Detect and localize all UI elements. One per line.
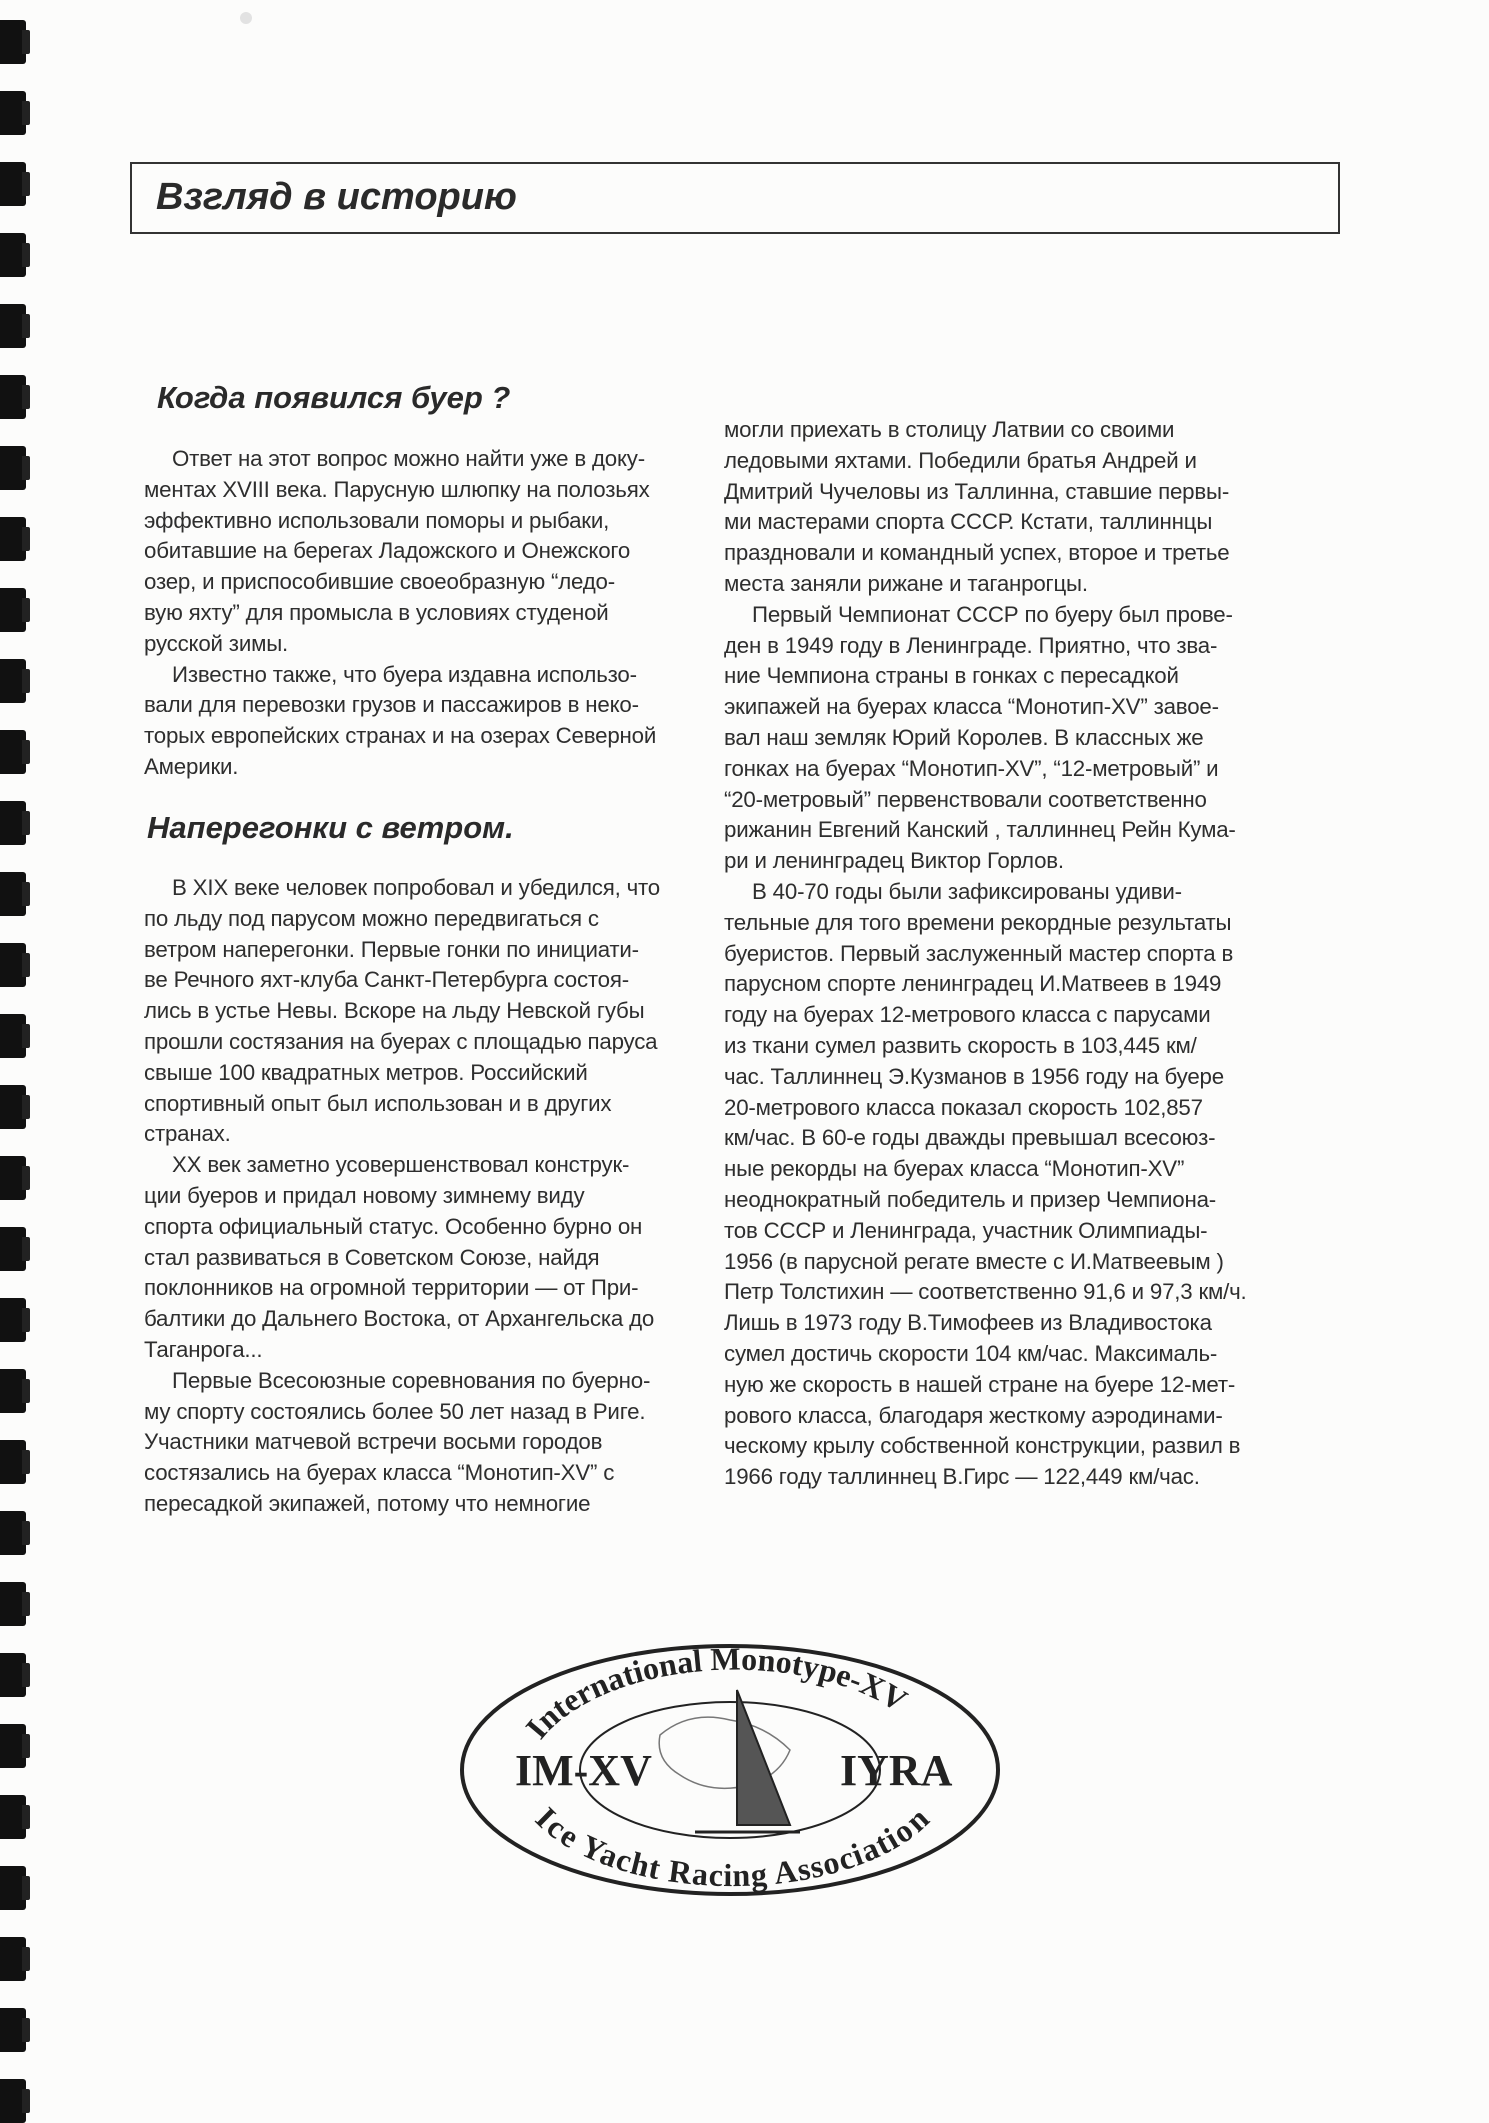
text-line: спорта официальный статус. Особенно бурно он (144, 1213, 643, 1239)
text-line: лись в устье Невы. Вскоре на льду Невской губы (144, 998, 645, 1024)
logo-left-text: IM-XV (515, 1746, 652, 1795)
text-line: места заняли рижане и таганрогцы. (724, 570, 1088, 596)
text-line: Дмитрий Чучеловы из Таллинна, ставшие первы- (724, 478, 1230, 504)
text-line: поклонников на огромной территории — от При- (144, 1275, 639, 1301)
binding-ring (0, 943, 26, 987)
binding-ring (0, 233, 26, 277)
text-line: из ткани сумел развить скорость в 103,445 км/ (724, 1032, 1197, 1058)
text-line: по льду под парусом можно передвигаться с (144, 905, 599, 931)
paragraph (724, 415, 1304, 600)
binding-ring (0, 375, 26, 419)
text-line: экипажей на буерах класса “Монотип-XV” завое- (724, 694, 1219, 720)
binding-ring (0, 1298, 26, 1342)
text-line: вал наш земляк Юрий Королев. В классных же (724, 724, 1204, 750)
text-line: ри и ленинградец Виктор Горлов. (724, 848, 1064, 874)
text-line: рижанин Евгений Канский , таллиннец Рейн Кума- (724, 817, 1236, 843)
logo-top-text: International Monotype-XV (518, 1640, 914, 1746)
binding-ring (0, 1014, 26, 1058)
text-line: Петр Толстихин — соответственно 91,6 и 97,3 км/ч. (724, 1279, 1247, 1305)
text-line: стал развиваться в Советском Союзе, найдя (144, 1244, 600, 1270)
text-line: спортивный опыт был использован и в других (144, 1090, 612, 1116)
sail-icon (737, 1690, 790, 1825)
binding-ring (0, 20, 26, 64)
text-line: В XIX веке человек попробовал и убедился, что (172, 875, 660, 900)
text-line: XX век заметно усовершенствовал конструк- (172, 1152, 630, 1178)
text-line: тов СССР и Ленинграда, участник Олимпиады- (724, 1217, 1208, 1243)
header-banner (130, 162, 1340, 234)
binding-ring (0, 659, 26, 703)
text-line: году на буерах 12-метрового класса с парусами (724, 1002, 1211, 1028)
text-line: ден в 1949 году в Ленинграде. Приятно, что зва- (724, 632, 1218, 658)
text-line: ции буеров и придал новому зимнему виду (144, 1182, 585, 1208)
text-line: обитавшие на берегах Ладожского и Онежского (144, 538, 631, 564)
text-line: ледовыми яхтами. Победили братья Андрей и (724, 447, 1197, 473)
binding-ring (0, 1085, 26, 1129)
text-line: 1966 году таллиннец В.Гирс — 122,449 км/час. (724, 1464, 1200, 1490)
text-line: Участники матчевой встречи восьми городов (144, 1429, 603, 1455)
binding-ring (0, 872, 26, 916)
text-line: гонках на буерах “Монотип-XV”, “12-метровый” и (724, 755, 1219, 781)
paragraph (144, 1150, 704, 1366)
scan-speck (240, 12, 252, 24)
text-line: 20-метрового класса показал скорость 102,857 (724, 1094, 1203, 1120)
binding-ring (0, 801, 26, 845)
binding-ring (0, 1582, 26, 1626)
paragraph (144, 873, 704, 1150)
text-line: км/час. В 60-е годы дважды превышал всесоюз- (724, 1125, 1216, 1151)
binding-ring (0, 1653, 26, 1697)
section-heading-when: Когда появился буер ? (157, 380, 511, 415)
binding-ring (0, 162, 26, 206)
binding-ring (0, 446, 26, 490)
binding-ring (0, 2079, 26, 2123)
text-line: В 40-70 годы были зафиксированы удиви- (752, 878, 1182, 904)
binding-ring (0, 1511, 26, 1555)
paragraph (144, 444, 704, 660)
binding-ring (0, 1440, 26, 1484)
binding-ring (0, 1937, 26, 1981)
text-line: вую яхту” для промысла в условиях студеной (144, 599, 609, 625)
text-line: могли приехать в столицу Латвии со своими (724, 417, 1175, 442)
text-line: буеристов. Первый заслуженный мастер спорта в (724, 940, 1234, 966)
text-line: ментах XVIII века. Парусную шлюпку на полозьях (144, 476, 650, 502)
text-line: озер, и приспособившие своеобразную “ледо- (144, 569, 615, 595)
left-column-part1 (144, 444, 704, 783)
text-line: русской зимы. (144, 630, 289, 656)
text-line: ветром наперегонки. Первые гонки по инициати- (144, 936, 639, 962)
binding-ring (0, 1795, 26, 1839)
text-line: сумел достичь скорости 104 км/час. Максималь- (724, 1340, 1218, 1366)
text-line: парусном спорте ленинградец И.Матвеев в 1949 (724, 971, 1222, 997)
section-heading-race: Наперегонки с ветром. (147, 810, 514, 845)
paragraph (724, 877, 1304, 1493)
text-line: час. Таллиннец Э.Кузманов в 1956 году на буере (724, 1063, 1224, 1089)
text-line: неоднократный победитель и призер Чемпиона- (724, 1186, 1217, 1212)
binding-ring (0, 517, 26, 561)
text-line: рового класса, благодаря жесткому аэродинами- (724, 1402, 1223, 1428)
binding-ring (0, 730, 26, 774)
text-line: ми мастерами спорта СССР. Кстати, таллиннцы (724, 509, 1213, 535)
logo-bottom-text: Ice Yacht Racing Association (528, 1799, 936, 1894)
text-line: “20-метровый” первенствовали соответственно (724, 786, 1207, 812)
text-line: Америки. (144, 753, 239, 779)
text-line: свыше 100 квадратных метров. Российский (144, 1059, 588, 1085)
text-line: Первые Всесоюзные соревнования по буерно- (172, 1367, 651, 1393)
binding-ring (0, 1156, 26, 1200)
binding-ring (0, 1724, 26, 1768)
right-column (724, 415, 1304, 1493)
page-title: Взгляд в историю (156, 176, 517, 218)
text-line: ные рекорды на буерах класса “Монотип-XV” (724, 1156, 1185, 1182)
left-column-part2 (144, 873, 704, 1520)
logo-right-text: IYRA (840, 1746, 953, 1795)
text-line: балтики до Дальнего Востока, от Архангельска до (144, 1306, 655, 1332)
text-line: 1956 (в парусной регате вместе с И.Матвеевым ) (724, 1248, 1224, 1274)
text-line: странах. (144, 1121, 231, 1147)
binding-ring (0, 304, 26, 348)
text-line: прошли состязания на буерах с площадью паруса (144, 1028, 658, 1054)
iyra-logo (455, 1640, 1005, 1900)
binding-ring (0, 1227, 26, 1271)
text-line: праздновали и командный успех, второе и третье (724, 540, 1230, 566)
binding-ring (0, 91, 26, 135)
text-line: вали для перевозки грузов и пассажиров в неко- (144, 692, 639, 718)
text-line: Ответ на этот вопрос можно найти уже в доку- (172, 446, 645, 471)
text-line: Таганрога... (144, 1336, 263, 1362)
text-line: торых европейских странах и на озерах Северной (144, 723, 657, 749)
text-line: ческому крылу собственной конструкции, развил в (724, 1433, 1241, 1459)
paragraph (724, 600, 1304, 877)
text-line: Лишь в 1973 году В.Тимофеев из Владивостока (724, 1310, 1212, 1336)
binding-ring (0, 2008, 26, 2052)
paragraph (144, 660, 704, 783)
binding-ring (0, 1369, 26, 1413)
text-line: ве Речного яхт-клуба Санкт-Петербурга состоя- (144, 967, 629, 993)
paragraph (144, 1366, 704, 1520)
text-line: пересадкой экипажей, потому что немногие (144, 1490, 591, 1516)
text-line: Известно также, что буера издавна использо- (172, 661, 637, 687)
text-line: ную же скорость в нашей стране на буере 12-мет- (724, 1371, 1236, 1397)
text-line: состязались на буерах класса “Монотип-XV” с (144, 1460, 615, 1486)
text-line: эффективно использовали поморы и рыбаки, (144, 507, 610, 533)
text-line: тельные для того времени рекордные результаты (724, 909, 1232, 935)
binding-ring (0, 1866, 26, 1910)
text-line: Первый Чемпионат СССР по буеру был прове- (752, 601, 1233, 627)
text-line: му спорту состоялись более 50 лет назад в Риге. (144, 1398, 646, 1424)
spiral-binding (0, 0, 40, 2104)
binding-ring (0, 588, 26, 632)
text-line: ние Чемпиона страны в гонках с пересадкой (724, 663, 1179, 689)
